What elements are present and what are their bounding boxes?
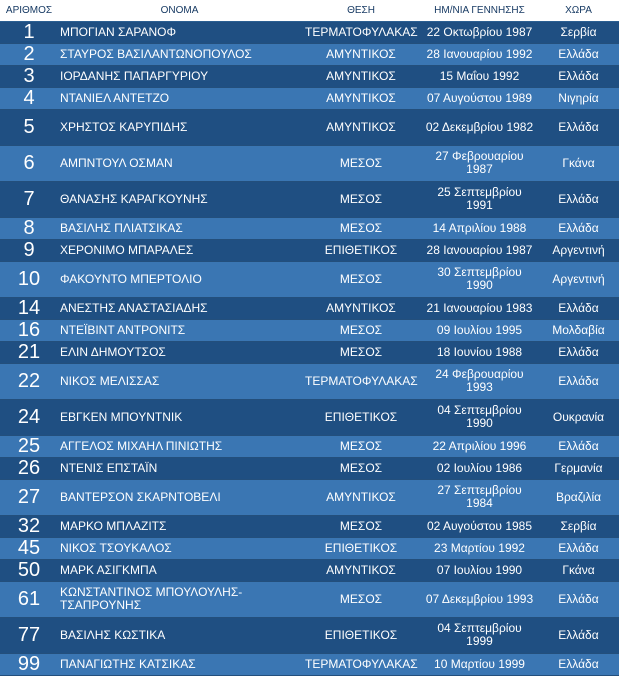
player-birthdate-cell: 10 Μαρτίου 1999	[421, 653, 538, 675]
player-name-cell: ΑΜΠΝΤΟΥΛ ΟΣΜΑΝ	[58, 145, 301, 181]
player-position-cell: ΜΕΣΟΣ	[301, 145, 421, 181]
player-number-cell: 16	[0, 319, 58, 341]
player-number-cell: 9	[0, 239, 58, 261]
player-name-cell: ΕΛΙΝ ΔΗΜΟΥΤΣΟΣ	[58, 341, 301, 363]
player-position-cell: ΑΜΥΝΤΙΚΟΣ	[301, 43, 421, 65]
player-name-cell: ΣΤΑΥΡΟΣ ΒΑΣΙΛΑΝΤΩΝΟΠΟΥΛΟΣ	[58, 43, 301, 65]
player-birthdate-cell: 07 Αυγούστου 1989	[421, 87, 538, 109]
table-row	[0, 217, 619, 239]
player-number-cell: 99	[0, 653, 58, 675]
table-row	[0, 21, 619, 43]
player-number-cell: 24	[0, 399, 58, 435]
player-position-cell: ΜΕΣΟΣ	[301, 581, 421, 617]
player-birthdate-cell: 02 Δεκεμβρίου 1982	[421, 109, 538, 145]
player-name-cell: ΧΕΡΟΝΙΜΟ ΜΠΑΡΑΛΕΣ	[58, 239, 301, 261]
column-header-birthdate: ΗΜ/ΝΙΑ ΓΕΝΝΗΣΗΣ	[421, 0, 538, 21]
player-name-cell: ΝΤΕΪΒΙΝΤ ΑΝΤΡΟΝΙΤΣ	[58, 319, 301, 341]
player-country-cell: Γκάνα	[538, 559, 619, 581]
player-birthdate-cell: 18 Ιουνίου 1988	[421, 341, 538, 363]
player-birthdate-cell: 27 Φεβρουαρίου 1987	[421, 145, 538, 181]
player-number-cell: 27	[0, 479, 58, 515]
player-country-cell: Μολδαβία	[538, 319, 619, 341]
player-birthdate-cell: 22 Απριλίου 1996	[421, 435, 538, 457]
player-position-cell: ΜΕΣΟΣ	[301, 515, 421, 537]
player-birthdate-cell: 09 Ιουλίου 1995	[421, 319, 538, 341]
table-row	[0, 43, 619, 65]
player-name-cell: ΜΠΟΓΙΑΝ ΣΑΡΑΝΟΦ	[58, 21, 301, 43]
player-country-cell: Ελλάδα	[538, 653, 619, 675]
column-header-name: ΟΝΟΜΑ	[58, 0, 301, 21]
player-birthdate-cell: 28 Ιανουαρίου 1987	[421, 239, 538, 261]
player-position-cell: ΜΕΣΟΣ	[301, 319, 421, 341]
column-header-number: ΑΡΙΘΜΟΣ	[0, 0, 58, 21]
player-birthdate-cell: 15 Μαΐου 1992	[421, 65, 538, 87]
table-row	[0, 109, 619, 145]
player-number-cell: 3	[0, 65, 58, 87]
player-number-cell: 2	[0, 43, 58, 65]
player-number-cell: 22	[0, 363, 58, 399]
player-number-cell: 5	[0, 109, 58, 145]
table-row	[0, 87, 619, 109]
player-number-cell: 77	[0, 617, 58, 653]
player-position-cell: ΕΠΙΘΕΤΙΚΟΣ	[301, 239, 421, 261]
player-country-cell: Ελλάδα	[538, 617, 619, 653]
table-row	[0, 297, 619, 319]
player-name-cell: ΝΙΚΟΣ ΤΣΟΥΚΑΛΟΣ	[58, 537, 301, 559]
player-country-cell: Ελλάδα	[538, 297, 619, 319]
table-body	[0, 21, 619, 675]
player-country-cell: Ελλάδα	[538, 435, 619, 457]
player-birthdate-cell: 02 Αυγούστου 1985	[421, 515, 538, 537]
player-country-cell: Βραζιλία	[538, 479, 619, 515]
player-position-cell: ΕΠΙΘΕΤΙΚΟΣ	[301, 537, 421, 559]
player-birthdate-cell: 21 Ιανουαρίου 1983	[421, 297, 538, 319]
player-birthdate-cell: 14 Απριλίου 1988	[421, 217, 538, 239]
player-name-cell: ΑΓΓΕΛΟΣ ΜΙΧΑΗΛ ΠΙΝΙΩΤΗΣ	[58, 435, 301, 457]
player-country-cell: Αργεντινή	[538, 239, 619, 261]
player-number-cell: 25	[0, 435, 58, 457]
table-row	[0, 319, 619, 341]
player-position-cell: ΜΕΣΟΣ	[301, 261, 421, 297]
player-position-cell: ΜΕΣΟΣ	[301, 435, 421, 457]
player-position-cell: ΜΕΣΟΣ	[301, 457, 421, 479]
player-name-cell: ΝΙΚΟΣ ΜΕΛΙΣΣΑΣ	[58, 363, 301, 399]
player-number-cell: 21	[0, 341, 58, 363]
player-name-cell: ΒΑΝΤΕΡΣΟΝ ΣΚΑΡΝΤΟΒΕΛΙ	[58, 479, 301, 515]
player-name-cell: ΘΑΝΑΣΗΣ ΚΑΡΑΓΚΟΥΝΗΣ	[58, 181, 301, 217]
player-position-cell: ΤΕΡΜΑΤΟΦΥΛΑΚΑΣ	[301, 21, 421, 43]
table-row	[0, 617, 619, 653]
player-position-cell: ΕΠΙΘΕΤΙΚΟΣ	[301, 399, 421, 435]
player-name-cell: ΚΩΝΣΤΑΝΤΙΝΟΣ ΜΠΟΥΛΟΥΛΗΣ-ΤΣΑΠΡΟΥΝΗΣ	[58, 581, 301, 617]
player-birthdate-cell: 24 Φεβρουαρίου 1993	[421, 363, 538, 399]
player-name-cell: ΝΤΕΝΙΣ ΕΠΣΤΑΪΝ	[58, 457, 301, 479]
table-row	[0, 363, 619, 399]
player-name-cell: ΦΑΚΟΥΝΤΟ ΜΠΕΡΤΟΛΙΟ	[58, 261, 301, 297]
player-position-cell: ΑΜΥΝΤΙΚΟΣ	[301, 87, 421, 109]
player-name-cell: ΒΑΣΙΛΗΣ ΚΩΣΤΙΚΑ	[58, 617, 301, 653]
player-position-cell: ΜΕΣΟΣ	[301, 217, 421, 239]
table-row	[0, 537, 619, 559]
player-country-cell: Ελλάδα	[538, 65, 619, 87]
player-name-cell: ΝΤΑΝΙΕΛ ΑΝΤΕΤΖΟ	[58, 87, 301, 109]
player-birthdate-cell: 04 Σεπτεμβρίου 1999	[421, 617, 538, 653]
table-row	[0, 457, 619, 479]
table-row	[0, 65, 619, 87]
player-position-cell: ΑΜΥΝΤΙΚΟΣ	[301, 65, 421, 87]
header-row	[0, 0, 619, 21]
player-birthdate-cell: 07 Δεκεμβρίου 1993	[421, 581, 538, 617]
player-country-cell: Ελλάδα	[538, 363, 619, 399]
player-number-cell: 4	[0, 87, 58, 109]
table-row	[0, 653, 619, 675]
table-row	[0, 145, 619, 181]
player-country-cell: Ελλάδα	[538, 217, 619, 239]
player-number-cell: 7	[0, 181, 58, 217]
table-row	[0, 399, 619, 435]
column-header-country: ΧΩΡΑ	[538, 0, 619, 21]
table-row	[0, 341, 619, 363]
player-name-cell: ΜΑΡΚ ΑΣΙΓΚΜΠΑ	[58, 559, 301, 581]
player-number-cell: 10	[0, 261, 58, 297]
player-country-cell: Ελλάδα	[538, 109, 619, 145]
player-country-cell: Ελλάδα	[538, 537, 619, 559]
player-birthdate-cell: 07 Ιουλίου 1990	[421, 559, 538, 581]
player-birthdate-cell: 23 Μαρτίου 1992	[421, 537, 538, 559]
player-position-cell: ΑΜΥΝΤΙΚΟΣ	[301, 297, 421, 319]
player-name-cell: ΜΑΡΚΟ ΜΠΛΑΖΙΤΣ	[58, 515, 301, 537]
player-name-cell: ΠΑΝΑΓΙΩΤΗΣ ΚΑΤΣΙΚΑΣ	[58, 653, 301, 675]
player-name-cell: ΒΑΣΙΛΗΣ ΠΛΙΑΤΣΙΚΑΣ	[58, 217, 301, 239]
player-number-cell: 6	[0, 145, 58, 181]
player-birthdate-cell: 04 Σεπτεμβρίου 1990	[421, 399, 538, 435]
player-birthdate-cell: 02 Ιουλίου 1986	[421, 457, 538, 479]
table-header	[0, 0, 619, 21]
player-country-cell: Ελλάδα	[538, 43, 619, 65]
player-position-cell: ΑΜΥΝΤΙΚΟΣ	[301, 479, 421, 515]
table-row	[0, 181, 619, 217]
player-number-cell: 8	[0, 217, 58, 239]
player-position-cell: ΜΕΣΟΣ	[301, 181, 421, 217]
player-country-cell: Ελλάδα	[538, 181, 619, 217]
table-row	[0, 239, 619, 261]
player-birthdate-cell: 25 Σεπτεμβρίου 1991	[421, 181, 538, 217]
player-number-cell: 50	[0, 559, 58, 581]
player-country-cell: Νιγηρία	[538, 87, 619, 109]
player-position-cell: ΤΕΡΜΑΤΟΦΥΛΑΚΑΣ	[301, 653, 421, 675]
player-country-cell: Αργεντινή	[538, 261, 619, 297]
player-name-cell: ΑΝΕΣΤΗΣ ΑΝΑΣΤΑΣΙΑΔΗΣ	[58, 297, 301, 319]
player-number-cell: 32	[0, 515, 58, 537]
player-name-cell: ΙΟΡΔΑΝΗΣ ΠΑΠΑΡΓΥΡΙΟΥ	[58, 65, 301, 87]
table-row	[0, 435, 619, 457]
player-name-cell: ΧΡΗΣΤΟΣ ΚΑΡΥΠΙΔΗΣ	[58, 109, 301, 145]
player-country-cell: Ελλάδα	[538, 581, 619, 617]
player-birthdate-cell: 27 Σεπτεμβρίου 1984	[421, 479, 538, 515]
player-country-cell: Σερβία	[538, 515, 619, 537]
player-birthdate-cell: 30 Σεπτεμβρίου 1990	[421, 261, 538, 297]
player-position-cell: ΜΕΣΟΣ	[301, 341, 421, 363]
table-row	[0, 515, 619, 537]
player-country-cell: Σερβία	[538, 21, 619, 43]
player-country-cell: Γερμανία	[538, 457, 619, 479]
player-birthdate-cell: 22 Οκτωβρίου 1987	[421, 21, 538, 43]
player-number-cell: 14	[0, 297, 58, 319]
player-number-cell: 45	[0, 537, 58, 559]
player-number-cell: 1	[0, 21, 58, 43]
table-row	[0, 581, 619, 617]
table-row	[0, 479, 619, 515]
column-header-position: ΘΕΣΗ	[301, 0, 421, 21]
table-row	[0, 559, 619, 581]
player-position-cell: ΕΠΙΘΕΤΙΚΟΣ	[301, 617, 421, 653]
player-country-cell: Ουκρανία	[538, 399, 619, 435]
player-country-cell: Γκάνα	[538, 145, 619, 181]
player-position-cell: ΤΕΡΜΑΤΟΦΥΛΑΚΑΣ	[301, 363, 421, 399]
player-position-cell: ΑΜΥΝΤΙΚΟΣ	[301, 559, 421, 581]
player-number-cell: 61	[0, 581, 58, 617]
player-birthdate-cell: 28 Ιανουαρίου 1992	[421, 43, 538, 65]
player-number-cell: 26	[0, 457, 58, 479]
table-row	[0, 261, 619, 297]
player-position-cell: ΑΜΥΝΤΙΚΟΣ	[301, 109, 421, 145]
player-country-cell: Ελλάδα	[538, 341, 619, 363]
player-name-cell: ΕΒΓΚΕΝ ΜΠΟΥΝΤΝΙΚ	[58, 399, 301, 435]
